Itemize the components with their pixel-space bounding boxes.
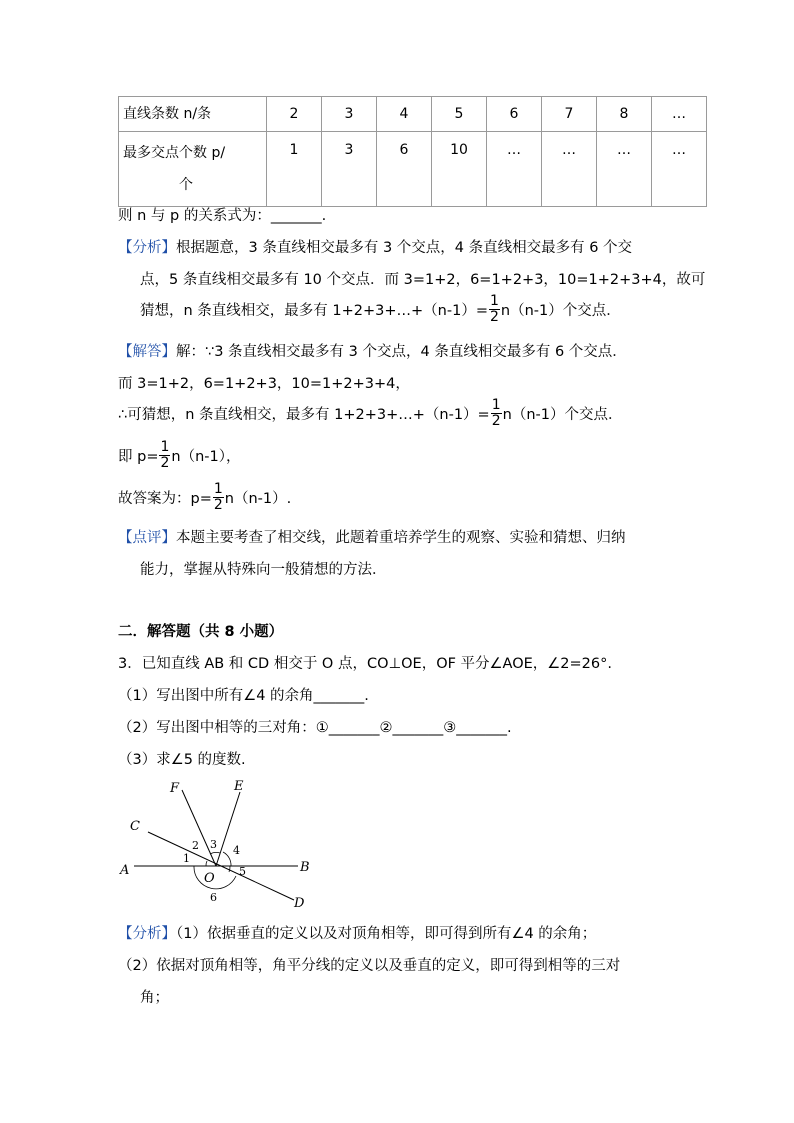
label-a: A [120, 863, 130, 878]
angle-label-4: 4 [233, 844, 240, 857]
analysis-tag: 【分析】 [118, 926, 176, 942]
angle-label-1: 1 [183, 852, 190, 865]
analysis2-line-1: 【分析】（1）依据垂直的定义以及对顶角相等，即可得到所有∠4 的余角； [118, 926, 597, 942]
label-f: F [170, 781, 180, 796]
section-title: 二．解答题（共 8 小题） [118, 624, 284, 640]
table-row [119, 132, 707, 207]
table-cell: 4 [377, 97, 432, 132]
comment-line-1: 【点评】本题主要考查了相交线，此题着重培养学生的观察、实验和猜想、归纳 [118, 530, 626, 546]
table-cell: … [597, 132, 652, 207]
angle-arc [206, 861, 207, 866]
analysis2-line-2: （2）依据对顶角相等，角平分线的定义以及垂直的定义，即可得到相等的三对 [118, 958, 621, 974]
solution-line-4: 即 p= $\frac{1}{2}$ n（n-1）， [118, 439, 241, 471]
analysis-text: 根据题意，3 条直线相交最多有 3 个交点，4 条直线相交最多有 6 个交 [176, 240, 633, 256]
row2-header-line1: 最多交点个数 p/ [123, 145, 226, 161]
label-e: E [234, 779, 244, 794]
table-cell: … [652, 97, 707, 132]
table-cell: 6 [487, 97, 542, 132]
label-o: O [204, 871, 215, 886]
row2-header-line2: 个 [179, 177, 193, 193]
table-cell: 6 [377, 132, 432, 207]
solution-tag: 【解答】 [118, 344, 176, 360]
analysis-tag: 【分析】 [118, 240, 176, 256]
solution-line-5: 故答案为：p= $\frac{1}{2}$ n（n-1）. [118, 481, 292, 513]
table-cell: … [542, 132, 597, 207]
table-cell: 5 [432, 97, 487, 132]
angle-arc [210, 852, 220, 854]
solution-line-2: 而 3=1+2，6=1+2+3，10=1+2+3+4， [118, 376, 410, 392]
analysis2-line-3: 角； [140, 990, 169, 1006]
label-d: D [294, 896, 305, 911]
table-cell: 10 [432, 132, 487, 207]
question-tail: 则 n 与 p 的关系式为：_______. [118, 208, 327, 224]
angle-label-3: 3 [210, 838, 217, 851]
table-row [119, 97, 707, 132]
angle-label-5: 5 [239, 865, 246, 878]
angle-arc [223, 852, 231, 866]
question-part-1: （1）写出图中所有∠4 的余角_______. [118, 688, 369, 704]
question-part-3: （3）求∠5 的度数. [118, 752, 246, 768]
table-cell: … [652, 132, 707, 207]
analysis-line-2: 点，5 条直线相交最多有 10 个交点．而 3=1+2，6=1+2+3，10=1+2+3+4，故可 [140, 272, 706, 288]
fraction: $\frac{1}{2}$ [213, 481, 223, 513]
fraction: $\frac{1}{2}$ [491, 397, 501, 429]
question-part-2: （2）写出图中相等的三对角：①_______②_______③_______. [118, 720, 512, 736]
table-cell: 7 [542, 97, 597, 132]
table-cell: 3 [322, 132, 377, 207]
solution-line-1: 【解答】解：∵3 条直线相交最多有 3 个交点，4 条直线相交最多有 6 个交点． [118, 344, 627, 360]
table-cell: 3 [322, 97, 377, 132]
table-cell: 1 [267, 132, 322, 207]
table-cell [119, 132, 267, 207]
angle-arc [229, 866, 230, 872]
label-b: B [300, 860, 310, 875]
angle-label-2: 2 [192, 839, 199, 852]
analysis-line-3: 猜想，n 条直线相交，最多有 1+2+3+…+（n-1）= $\frac{1}{2}$ n（n-1）个交点． [140, 293, 621, 325]
question-stem: 3．已知直线 AB 和 CD 相交于 O 点，CO⊥OE，OF 平分∠AOE，∠2=26°. [118, 656, 612, 672]
data-table [118, 96, 707, 207]
table-cell: 直线条数 n/条 [119, 97, 267, 132]
fraction: $\frac{1}{2}$ [160, 439, 170, 471]
solution-line-3: ∴可猜想，n 条直线相交，最多有 1+2+3+…+（n-1）= $\frac{1}{2}$ n（n-1）个交点． [118, 397, 623, 429]
analysis-line-1 [118, 236, 632, 257]
table-cell: 8 [597, 97, 652, 132]
comment-line-2: 能力，掌握从特殊向一般猜想的方法． [140, 562, 387, 578]
fraction: $\frac{1}{2}$ [489, 293, 499, 325]
label-c: C [130, 819, 140, 834]
geometry-figure [110, 772, 330, 912]
table-cell: 2 [267, 97, 322, 132]
angle-label-6: 6 [210, 891, 217, 904]
table-cell: … [487, 132, 542, 207]
comment-tag: 【点评】 [118, 530, 176, 546]
